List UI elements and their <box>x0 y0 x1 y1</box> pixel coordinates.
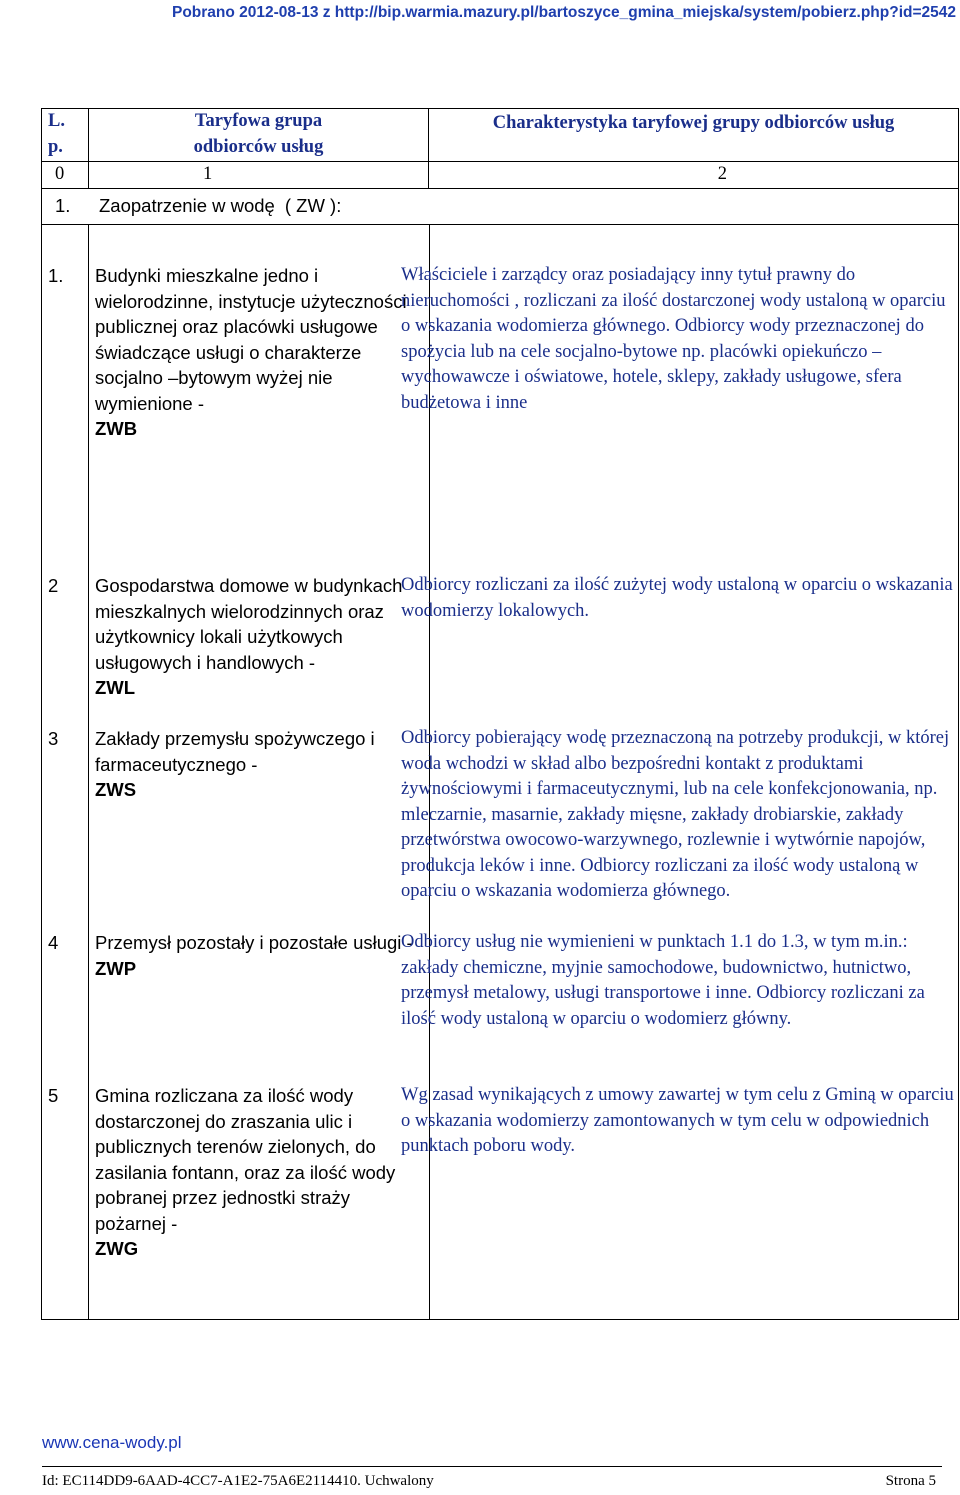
section-cell <box>42 189 959 225</box>
column-number-row <box>42 162 959 189</box>
row-group-name <box>95 263 425 442</box>
row-description: Odbiorcy pobierający wodę przeznaczoną na potrzeby produkcji, w której woda wchodzi w skład albo bezpośredni kontakt z produktami żywnościowymi i farmaceutycznymi, lub na cele konfekcjonowania, np. mleczarnie, masarnie, zakłady mięsne, zakłady drobiarskie, zakłady przetwórstwa owocowo-warzywnego, rozlewnie i wytwórnie napojów, produkcja leków i inne. Odbiorcy rozliczani za ilość wody ustaloną w oparciu o wskazania wodomierza głównego. <box>401 728 950 902</box>
row-group-name <box>95 930 425 981</box>
group-name-text: Budynki mieszkalne jedno i wielorodzinne, instytucje użyteczności publicznej oraz placówki usługowe świadczące usługi o charakterze socjalno –bytowym wyżej nie wymienione - <box>95 265 407 414</box>
header-group <box>89 109 429 162</box>
header-characteristic: Charakterystyka taryfowej grupy odbiorców usług <box>429 109 959 162</box>
group-name-text: Przemysł pozostały i pozostałe usługi - <box>95 932 413 954</box>
row-number: 5 <box>48 1085 59 1107</box>
row-group-name <box>95 1083 425 1262</box>
header-group-line2: odbiorców usług <box>193 136 324 157</box>
section-code: ( ZW ): <box>284 195 342 217</box>
row-group-name <box>95 573 425 701</box>
row-group-name <box>95 726 425 803</box>
website-link[interactable]: www.cena-wody.pl <box>42 1433 182 1452</box>
header-lp <box>42 109 89 162</box>
column-number-0: 0 <box>42 162 89 189</box>
section-label: Zaopatrzenie w wodę <box>99 195 275 217</box>
header-lp-line2: p. <box>48 136 63 157</box>
table-header-row <box>42 109 959 162</box>
table-row <box>42 1083 430 1262</box>
row-description: Odbiorcy rozliczani za ilość zużytej wody ustaloną w oparciu o wskazania wodomierzy lokalowych. <box>401 575 953 621</box>
column-number-2: 2 <box>429 162 959 189</box>
row-number: 1. <box>48 265 64 287</box>
page-number: Strona 5 <box>885 1473 936 1489</box>
group-rows-cell <box>42 225 959 1320</box>
group-rows <box>42 225 959 1320</box>
document-id: Id: EC114DD9-6AAD-4CC7-A1E2-75A6E2114410. Uchwalony <box>42 1473 434 1489</box>
footer-divider <box>42 1466 942 1467</box>
group-code: ZWL <box>95 677 136 699</box>
row-number: 3 <box>48 728 59 750</box>
header-group-line1: Taryfowa grupa <box>194 111 323 131</box>
download-url-text: Pobrano 2012-08-13 z http://bip.warmia.mazury.pl/bartoszyce_gmina_miejska/system/pobierz.php?id=2542 <box>171 4 956 21</box>
group-code: ZWP <box>95 957 137 979</box>
header-lp-line1: L. <box>48 111 65 131</box>
table-row <box>42 726 430 803</box>
column-number-1: 1 <box>89 162 429 189</box>
row-number: 2 <box>48 575 59 597</box>
group-code: ZWS <box>95 779 137 801</box>
table-row <box>42 263 430 442</box>
group-name-text: Gospodarstwa domowe w budynkach mieszkalnych wielorodzinnych oraz użytkownicy lokali użytkowych usługowych i handlowych - <box>95 575 403 673</box>
group-name-text: Zakłady przemysłu spożywczego i farmaceutycznego - <box>95 728 375 775</box>
download-header <box>0 0 960 26</box>
section-row <box>42 189 959 225</box>
table-row <box>42 573 430 701</box>
row-description: Wg zasad wynikających z umowy zawartej w tym celu z Gminą w oparciu o wskazania wodomierzy zamontowanych w tym celu w odpowiednich punktach poboru wody. <box>401 1085 954 1157</box>
group-code: ZWB <box>95 418 138 440</box>
row-description: Właściciele i zarządcy oraz posiadający inny tytuł prawny do nieruchomości , rozliczani za ilość dostarczonej wody ustaloną w oparciu o wskazania wodomierza głównego. Odbiorcy wody przeznaczonej do spożycia lub na cele socjalno-bytowe np. placówki opiekuńczo –wychowawcze i oświatowe, hotele, sklepy, zakłady usługowe, sfera budżetowa i inne <box>401 265 946 413</box>
group-code: ZWG <box>95 1238 139 1260</box>
section-number: 1. <box>55 195 71 217</box>
row-number: 4 <box>48 932 59 954</box>
table-row <box>42 930 430 981</box>
tariff-table <box>41 108 959 1320</box>
group-name-text: Gmina rozliczana za ilość wody dostarczonej do zraszania ulic i publicznych terenów zielonych, do zasilania fontann, oraz za ilość wody pobranej przez jednostki straży pożarnej - <box>95 1085 396 1234</box>
row-description: Odbiorcy usług nie wymienieni w punktach 1.1 do 1.3, w tym m.in.: zakłady chemiczne, myjnie samochodowe, budownictwo, hutnictwo, przemysł metalowy, usługi transportowe i inne. Odbiorcy rozliczani za ilość wody ustaloną w oparciu o wodomierz główny. <box>401 932 925 1029</box>
